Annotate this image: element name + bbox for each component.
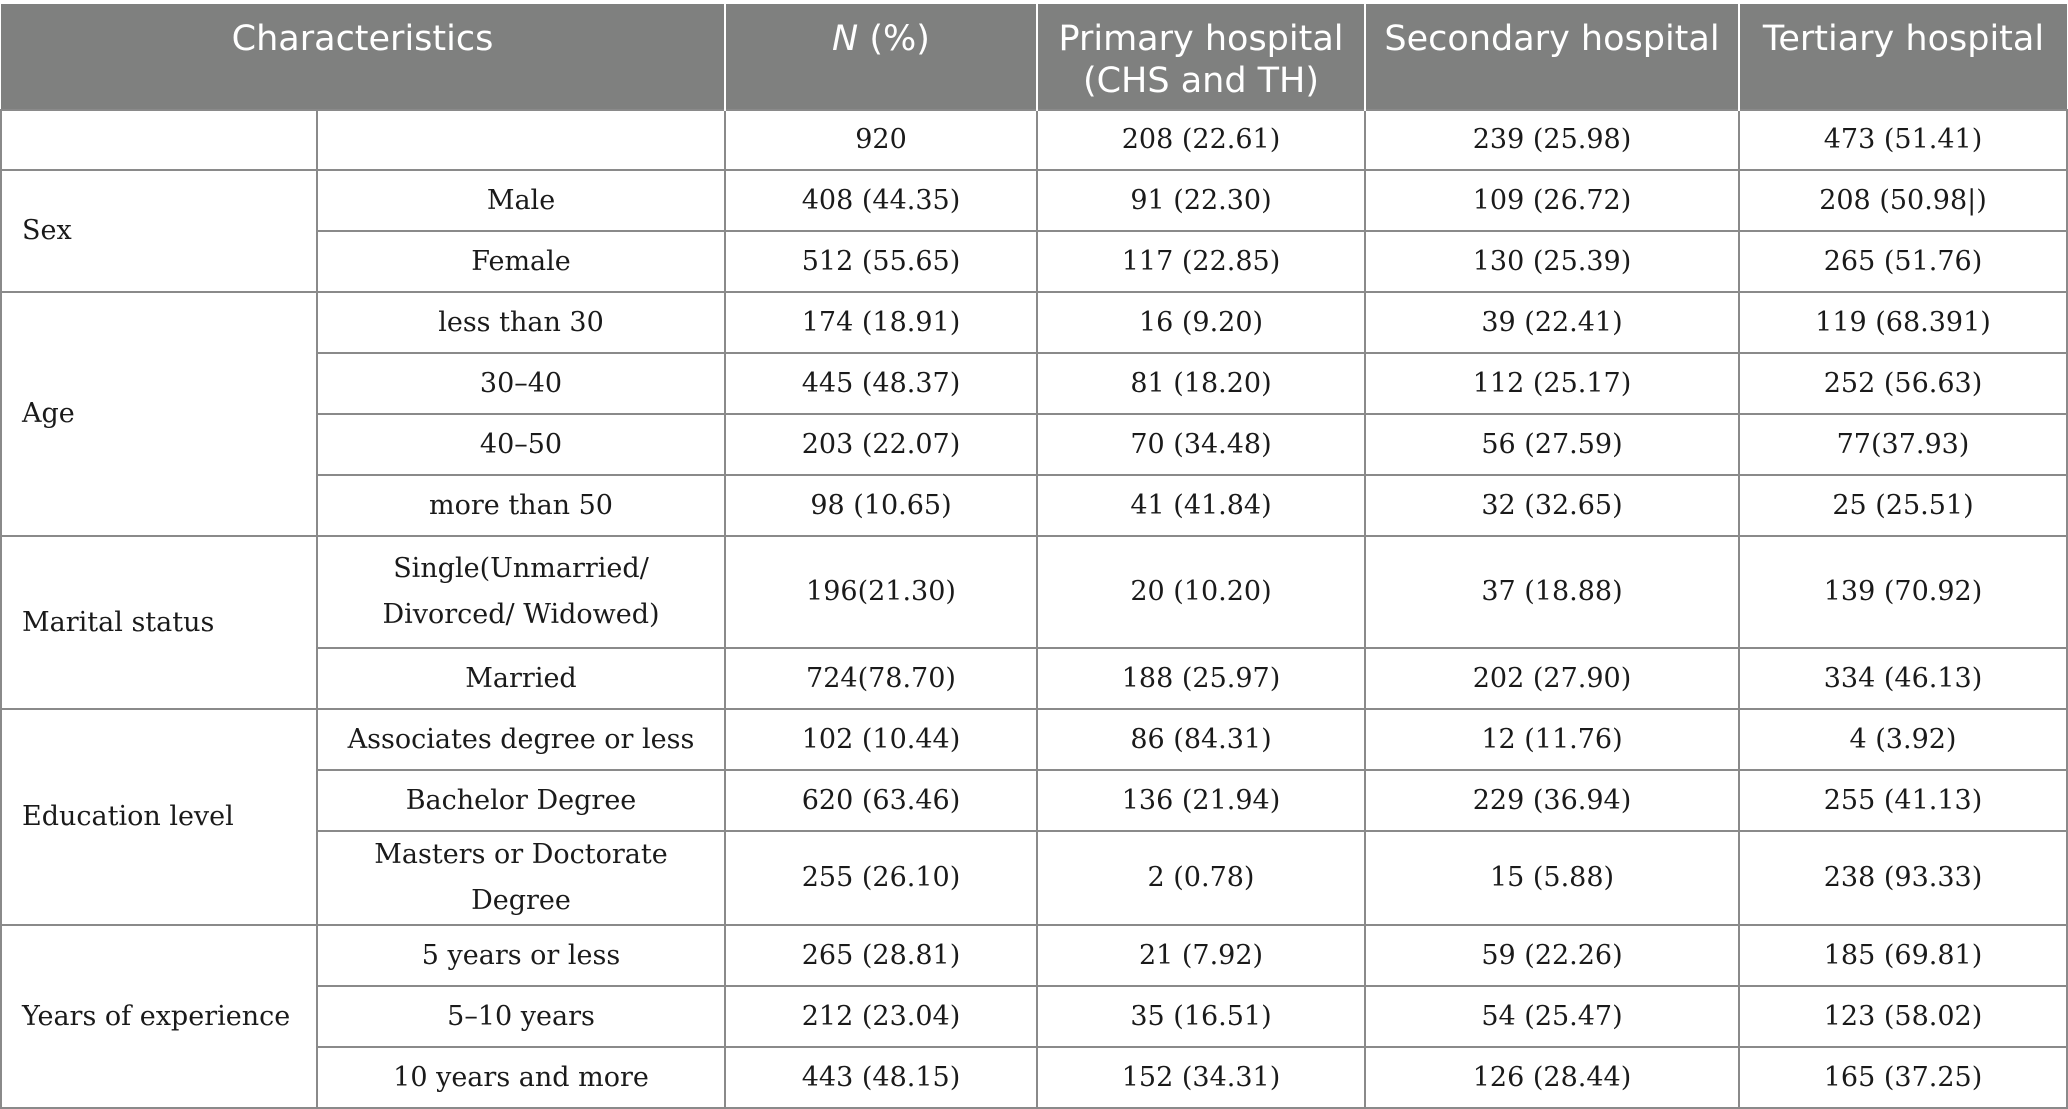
- category-cell: Sex: [1, 170, 317, 292]
- row-label: more than 50: [317, 475, 725, 536]
- row-label: Married: [317, 648, 725, 709]
- cell-tertiary: 208 (50.98|): [1739, 170, 2067, 231]
- cell-primary: 70 (34.48): [1037, 414, 1365, 475]
- cell-n: 265 (28.81): [725, 925, 1037, 986]
- cell-secondary: 126 (28.44): [1365, 1047, 1739, 1108]
- header-primary-hospital: Primary hospital (CHS and TH): [1037, 4, 1365, 110]
- cell-n: 408 (44.35): [725, 170, 1037, 231]
- category-cell: Years of experience: [1, 925, 317, 1108]
- cell-tertiary: 238 (93.33): [1739, 831, 2067, 925]
- cell-n: 620 (63.46): [725, 770, 1037, 831]
- cell-secondary: 56 (27.59): [1365, 414, 1739, 475]
- cell-secondary: 112 (25.17): [1365, 353, 1739, 414]
- cell-secondary: 37 (18.88): [1365, 536, 1739, 648]
- cell-n: 255 (26.10): [725, 831, 1037, 925]
- row-label: less than 30: [317, 292, 725, 353]
- row-label: Masters or Doctorate Degree: [317, 831, 725, 925]
- cell-n: 512 (55.65): [725, 231, 1037, 292]
- table-row: [1, 170, 2067, 231]
- row-label: 5 years or less: [317, 925, 725, 986]
- category-cell: Marital status: [1, 536, 317, 709]
- cell-tertiary: 119 (68.391): [1739, 292, 2067, 353]
- cell-n: 174 (18.91): [725, 292, 1037, 353]
- row-label: Single(Unmarried/ Divorced/ Widowed): [317, 536, 725, 648]
- cell-secondary: 229 (36.94): [1365, 770, 1739, 831]
- cell-tertiary: 185 (69.81): [1739, 925, 2067, 986]
- cell-secondary: 15 (5.88): [1365, 831, 1739, 925]
- table-row: [1, 292, 2067, 353]
- row-label: 30–40: [317, 353, 725, 414]
- cell-secondary: 12 (11.76): [1365, 709, 1739, 770]
- row-label: 40–50: [317, 414, 725, 475]
- cell-n: 445 (48.37): [725, 353, 1037, 414]
- cell-primary: 117 (22.85): [1037, 231, 1365, 292]
- cell-empty: [317, 110, 725, 170]
- cell-secondary: 32 (32.65): [1365, 475, 1739, 536]
- cell-tertiary: 77(37.93): [1739, 414, 2067, 475]
- cell-n: 443 (48.15): [725, 1047, 1037, 1108]
- cell-secondary: 59 (22.26): [1365, 925, 1739, 986]
- cell-tertiary: 252 (56.63): [1739, 353, 2067, 414]
- cell-tertiary: 255 (41.13): [1739, 770, 2067, 831]
- row-label: Male: [317, 170, 725, 231]
- cell-total-secondary: 239 (25.98): [1365, 110, 1739, 170]
- cell-secondary: 54 (25.47): [1365, 986, 1739, 1047]
- header-n-suffix: (%): [858, 19, 930, 59]
- cell-n: 724(78.70): [725, 648, 1037, 709]
- cell-total-primary: 208 (22.61): [1037, 110, 1365, 170]
- cell-primary: 35 (16.51): [1037, 986, 1365, 1047]
- cell-primary: 86 (84.31): [1037, 709, 1365, 770]
- header-tertiary-hospital: Tertiary hospital: [1739, 4, 2067, 110]
- cell-primary: 91 (22.30): [1037, 170, 1365, 231]
- cell-primary: 2 (0.78): [1037, 831, 1365, 925]
- cell-empty: [1, 110, 317, 170]
- table-row-total: [1, 110, 2067, 170]
- cell-primary: 16 (9.20): [1037, 292, 1365, 353]
- cell-primary: 21 (7.92): [1037, 925, 1365, 986]
- cell-primary: 136 (21.94): [1037, 770, 1365, 831]
- cell-secondary: 130 (25.39): [1365, 231, 1739, 292]
- cell-tertiary: 334 (46.13): [1739, 648, 2067, 709]
- cell-primary: 20 (10.20): [1037, 536, 1365, 648]
- table-body: [1, 110, 2067, 1108]
- table-row: [1, 709, 2067, 770]
- cell-secondary: 39 (22.41): [1365, 292, 1739, 353]
- cell-primary: 41 (41.84): [1037, 475, 1365, 536]
- cell-tertiary: 123 (58.02): [1739, 986, 2067, 1047]
- table-row: [1, 536, 2067, 648]
- row-label: Female: [317, 231, 725, 292]
- table-row: [1, 925, 2067, 986]
- characteristics-table: [0, 4, 2068, 1109]
- cell-total-n: 920: [725, 110, 1037, 170]
- characteristics-table-container: [0, 4, 2066, 1109]
- row-label: 5–10 years: [317, 986, 725, 1047]
- cell-tertiary: 4 (3.92): [1739, 709, 2067, 770]
- cell-tertiary: 139 (70.92): [1739, 536, 2067, 648]
- category-cell: Education level: [1, 709, 317, 925]
- row-label: Bachelor Degree: [317, 770, 725, 831]
- row-label: 10 years and more: [317, 1047, 725, 1108]
- category-cell: Age: [1, 292, 317, 536]
- cell-n: 203 (22.07): [725, 414, 1037, 475]
- cell-tertiary: 265 (51.76): [1739, 231, 2067, 292]
- table-header: [1, 4, 2067, 110]
- cell-n: 212 (23.04): [725, 986, 1037, 1047]
- header-n-percent: [725, 4, 1037, 110]
- cell-primary: 81 (18.20): [1037, 353, 1365, 414]
- cell-tertiary: 25 (25.51): [1739, 475, 2067, 536]
- row-label: Associates degree or less: [317, 709, 725, 770]
- header-secondary-hospital: Secondary hospital: [1365, 4, 1739, 110]
- cell-total-tertiary: 473 (51.41): [1739, 110, 2067, 170]
- cell-n: 102 (10.44): [725, 709, 1037, 770]
- cell-secondary: 202 (27.90): [1365, 648, 1739, 709]
- cell-tertiary: 165 (37.25): [1739, 1047, 2067, 1108]
- cell-primary: 152 (34.31): [1037, 1047, 1365, 1108]
- cell-n: 98 (10.65): [725, 475, 1037, 536]
- cell-primary: 188 (25.97): [1037, 648, 1365, 709]
- header-characteristics: Characteristics: [1, 4, 725, 110]
- cell-secondary: 109 (26.72): [1365, 170, 1739, 231]
- header-n-label: N: [832, 19, 859, 59]
- cell-n: 196(21.30): [725, 536, 1037, 648]
